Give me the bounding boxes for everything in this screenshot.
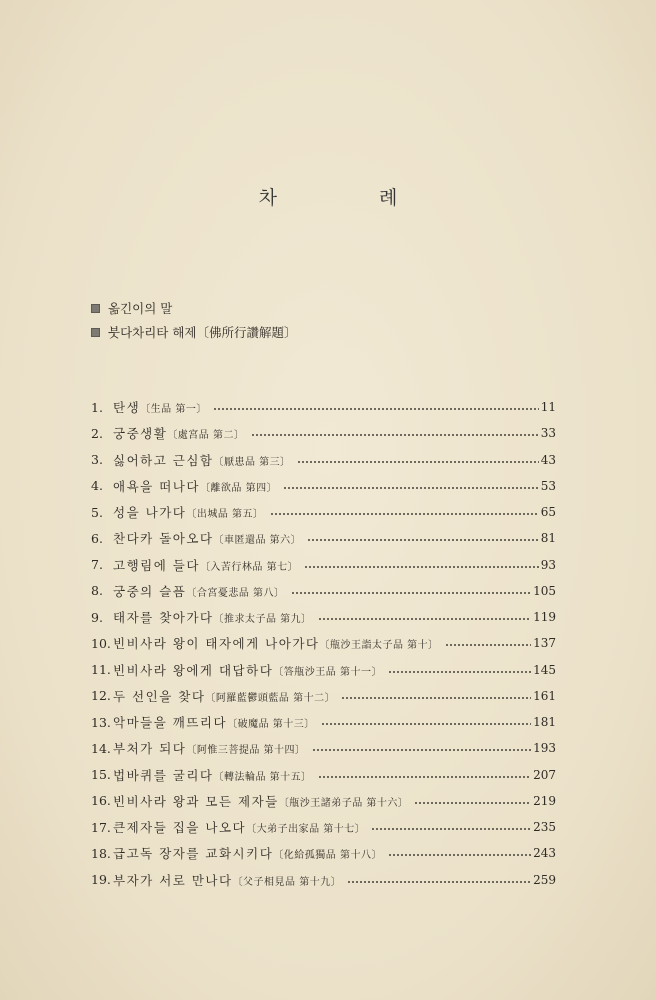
toc-entry — [91, 447, 556, 473]
page-number: 119 — [533, 610, 556, 625]
chapter-title: 싫어하고 근심함 — [113, 452, 214, 468]
chapter-title: 궁중생활 — [113, 426, 168, 442]
toc-entry — [91, 814, 556, 840]
square-bullet-icon — [91, 328, 100, 337]
dot-leader — [318, 768, 531, 782]
chapter-title-group — [113, 739, 306, 757]
page-number: 93 — [540, 557, 556, 572]
chapter-subtitle: 〔大弟子出家品 第十七〕 — [246, 824, 366, 836]
chapter-subtitle: 〔阿惟三菩提品 第十四〕 — [186, 745, 306, 757]
dot-leader — [270, 505, 539, 519]
chapter-title: 두 선인을 찾다 — [113, 688, 206, 704]
chapter-subtitle: 〔出城品 第五〕 — [186, 509, 264, 521]
chapter-subtitle: 〔厭患品 第三〕 — [213, 456, 291, 468]
chapter-title: 법바퀴를 굴리다 — [113, 767, 214, 783]
dot-leader — [388, 846, 531, 860]
chapter-title-group — [113, 556, 298, 574]
chapter-title-group — [113, 477, 277, 495]
page-number: 219 — [533, 793, 556, 808]
dot-leader — [304, 558, 539, 572]
chapter-title: 빈비사라 왕에게 대답하다 — [113, 662, 274, 678]
toc-entry — [91, 578, 556, 604]
chapter-number: 4. — [91, 478, 103, 494]
chapter-title: 악마들을 깨뜨리다 — [113, 715, 228, 731]
front-matter-item — [91, 296, 297, 320]
chapter-number: 9. — [91, 609, 103, 625]
page-number: 11 — [540, 400, 556, 415]
page-number: 181 — [533, 715, 556, 730]
chapter-title: 큰제자들 집을 나오다 — [113, 820, 247, 836]
toc-entry — [91, 394, 556, 420]
chapter-title-group — [113, 844, 382, 862]
page-number: 145 — [533, 662, 556, 677]
dot-leader — [213, 400, 539, 414]
dot-leader — [321, 715, 531, 729]
dot-leader — [283, 479, 539, 493]
page-number: 81 — [540, 531, 556, 546]
chapter-subtitle: 〔答甁沙王品 第十一〕 — [273, 666, 382, 678]
chapter-number: 18. — [91, 845, 111, 861]
page-title: 차 례 — [258, 187, 446, 209]
front-matter-label: 붓다차리타 해제〔佛所行讚解題〕 — [108, 325, 297, 340]
page-number: 65 — [540, 505, 556, 520]
chapter-title-group — [113, 766, 312, 784]
page-number: 161 — [533, 688, 556, 703]
chapter-number: 15. — [91, 767, 111, 783]
chapter-title-group — [113, 792, 408, 810]
chapter-title: 궁중의 슬픔 — [113, 583, 187, 599]
chapter-subtitle: 〔處宮品 第二〕 — [167, 430, 245, 442]
chapter-subtitle: 〔車匿還品 第六〕 — [213, 535, 302, 547]
chapter-subtitle: 〔推求太子品 第九〕 — [213, 614, 312, 626]
page-number: 207 — [533, 767, 556, 782]
toc-entry — [91, 840, 556, 866]
dot-leader — [318, 610, 531, 624]
chapter-subtitle: 〔化給孤獨品 第十八〕 — [273, 850, 382, 862]
toc-entry — [91, 867, 556, 893]
page-number: 243 — [533, 846, 556, 861]
chapter-number: 2. — [91, 425, 103, 441]
toc-entry — [91, 683, 556, 709]
chapter-title: 고행림에 들다 — [113, 557, 200, 573]
chapter-title-group — [113, 634, 439, 652]
chapter-title-group — [113, 818, 365, 836]
chapter-number: 8. — [91, 583, 103, 599]
front-matter-label: 옮긴이의 말 — [108, 301, 173, 316]
chapter-subtitle: 〔破魔品 第十三〕 — [227, 719, 315, 731]
dot-leader — [371, 820, 531, 834]
chapter-number: 10. — [91, 635, 111, 651]
chapter-number: 17. — [91, 819, 111, 835]
chapter-subtitle: 〔阿羅藍鬱頭藍品 第十二〕 — [205, 692, 336, 704]
chapter-number: 7. — [91, 557, 103, 573]
chapter-subtitle: 〔離欲品 第四〕 — [199, 482, 278, 494]
page-number: 53 — [540, 478, 556, 493]
chapter-subtitle: 〔合宮憂悲品 第八〕 — [186, 587, 285, 599]
chapter-title-group — [113, 608, 312, 626]
chapter-title: 찬다카 돌아오다 — [113, 531, 214, 547]
front-matter-list — [91, 296, 297, 344]
dot-leader — [291, 584, 532, 598]
dot-leader — [312, 741, 532, 755]
page-number: 105 — [533, 583, 556, 598]
chapter-title: 부처가 되다 — [113, 741, 187, 757]
toc-entry — [91, 473, 556, 499]
chapter-title-group — [113, 529, 301, 547]
chapter-title: 탄생 — [113, 400, 141, 416]
chapter-title-group — [113, 424, 245, 442]
toc-entry — [91, 735, 556, 761]
chapter-title: 급고독 장자를 교화시키다 — [113, 846, 274, 862]
chapter-title-group — [113, 398, 207, 416]
toc-entry — [91, 525, 556, 551]
dot-leader — [251, 426, 539, 440]
chapter-number: 14. — [91, 740, 111, 756]
dot-leader — [414, 794, 531, 808]
chapter-number: 13. — [91, 714, 111, 730]
chapter-number: 12. — [91, 688, 111, 704]
chapter-title-group — [113, 582, 285, 600]
chapter-title-group — [113, 661, 382, 679]
toc-entry — [91, 604, 556, 630]
toc-entry — [91, 762, 556, 788]
chapter-title: 애욕을 떠나다 — [113, 478, 200, 494]
dot-leader — [297, 453, 539, 467]
dot-leader — [347, 873, 531, 887]
chapter-title-group — [113, 871, 341, 889]
chapter-title-group — [113, 687, 335, 705]
toc-entry — [91, 499, 556, 525]
chapter-number: 19. — [91, 872, 111, 888]
chapter-title-group — [113, 451, 291, 469]
chapter-number: 5. — [91, 504, 103, 520]
toc-entry — [91, 420, 556, 446]
toc-entry — [91, 552, 556, 578]
chapter-subtitle: 〔甁沙王詣太子品 第十〕 — [319, 640, 439, 652]
chapter-subtitle: 〔轉法輪品 第十五〕 — [213, 771, 312, 783]
page-number: 43 — [540, 452, 556, 467]
chapter-title: 부자가 서로 만나다 — [113, 872, 233, 888]
table-of-contents — [91, 394, 556, 893]
chapter-title: 빈비사라 왕과 모든 제자들 — [113, 793, 279, 809]
chapter-subtitle: 〔入苦行林品 第七〕 — [199, 561, 299, 573]
chapter-subtitle: 〔甁沙王諸弟子品 第十六〕 — [278, 797, 409, 809]
chapter-number: 16. — [91, 793, 111, 809]
front-matter-item — [91, 320, 297, 344]
chapter-number: 1. — [91, 399, 103, 415]
toc-entry — [91, 709, 556, 735]
chapter-number: 11. — [91, 662, 111, 678]
chapter-title: 빈비사라 왕이 태자에게 나아가다 — [113, 636, 320, 652]
dot-leader — [307, 531, 539, 545]
chapter-subtitle: 〔生品 第一〕 — [140, 404, 207, 416]
chapter-title: 성을 나가다 — [113, 505, 187, 521]
page-number: 259 — [533, 872, 556, 887]
chapter-title-group — [113, 503, 264, 521]
dot-leader — [388, 663, 531, 677]
chapter-title-group — [113, 713, 315, 731]
chapter-subtitle: 〔父子相見品 第十九〕 — [232, 876, 342, 888]
toc-entry — [91, 657, 556, 683]
page-number: 193 — [533, 741, 556, 756]
chapter-number: 6. — [91, 530, 103, 546]
page-number: 33 — [540, 426, 556, 441]
chapter-number: 3. — [91, 452, 103, 468]
chapter-title: 태자를 찾아가다 — [113, 610, 214, 626]
toc-entry — [91, 788, 556, 814]
square-bullet-icon — [91, 304, 100, 313]
dot-leader — [341, 689, 531, 703]
toc-entry — [91, 630, 556, 656]
page-number: 137 — [533, 636, 556, 651]
page-number: 235 — [533, 820, 556, 835]
dot-leader — [445, 636, 531, 650]
